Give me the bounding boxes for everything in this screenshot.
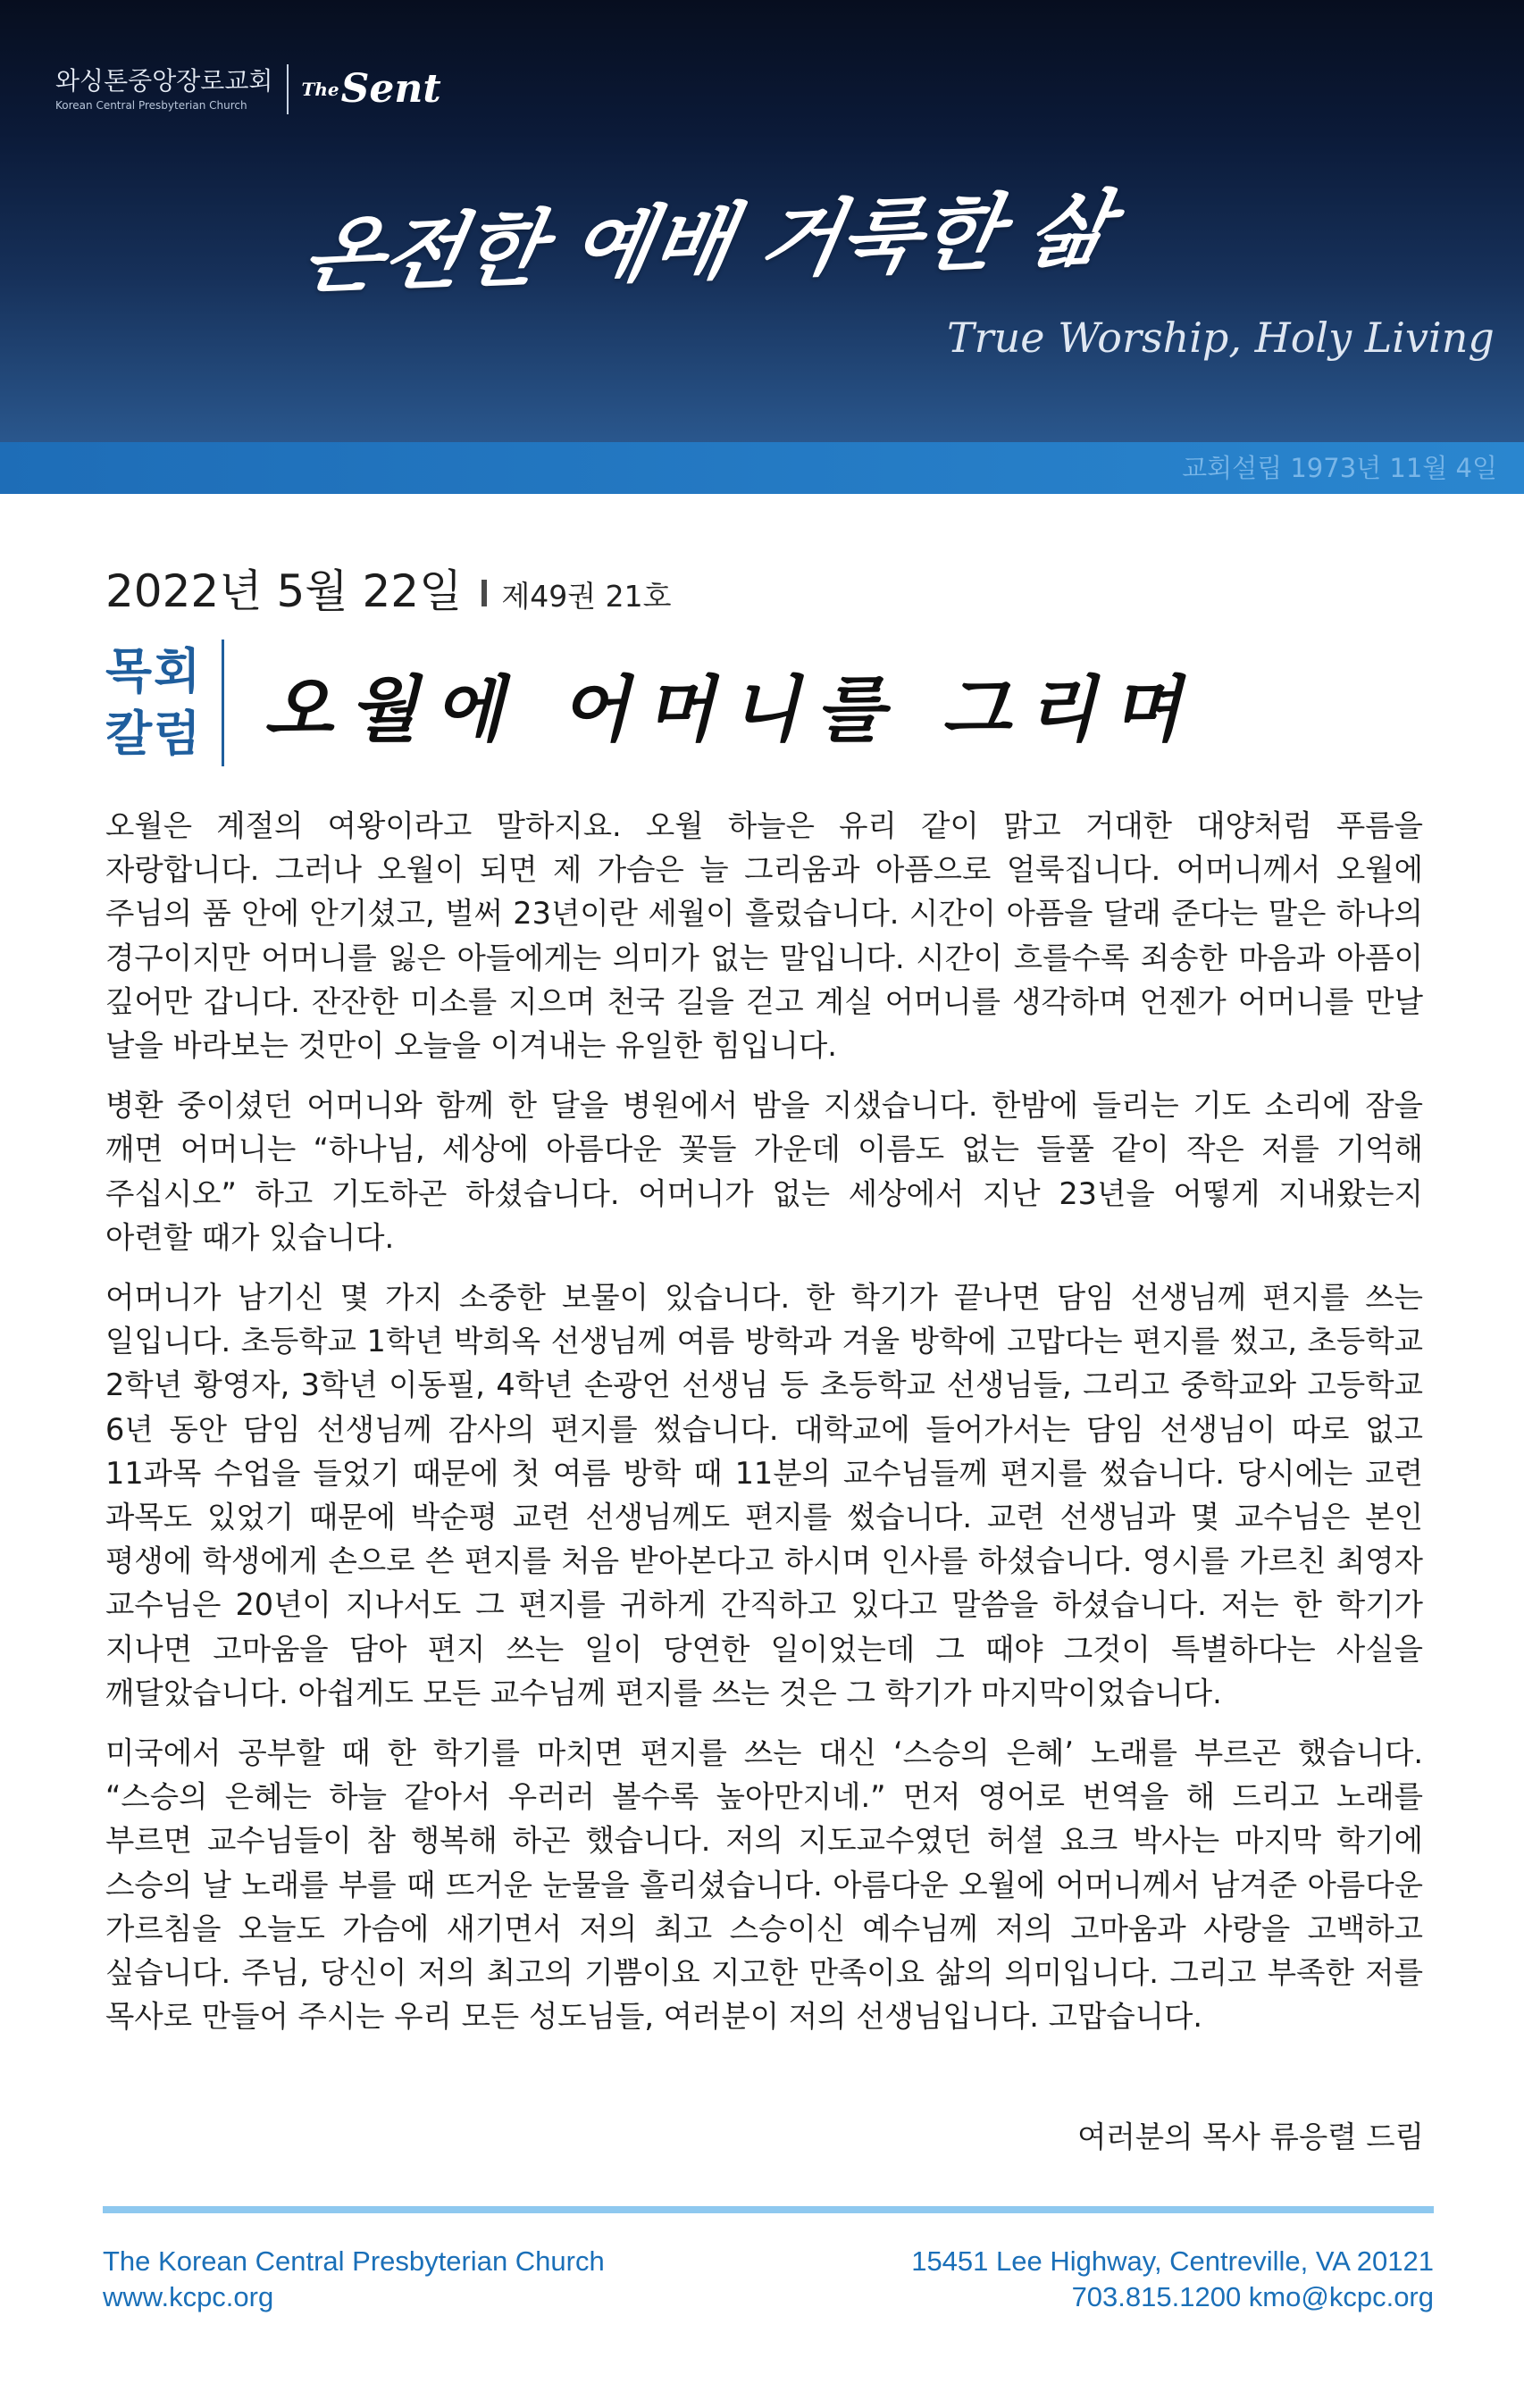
footer-website-link[interactable]: www.kcpc.org — [103, 2281, 274, 2312]
column-title: 오월에 어머니를 그리며 — [264, 666, 1197, 751]
footer-left — [103, 2244, 605, 2315]
church-logo[interactable] — [55, 63, 441, 116]
issue-separator — [481, 580, 487, 606]
issue-info — [105, 556, 672, 617]
footer-church-name: The Korean Central Presbyterian Church — [103, 2245, 605, 2277]
founding-date: 교회설립 1973년 11월 4일 — [1182, 453, 1497, 483]
issue-date: 2022년 5월 22일 — [105, 565, 463, 617]
paragraph: 미국에서 공부할 때 한 학기를 마치면 편지를 쓰는 대신 ‘스승의 은혜’ 노래를 부르곤 했습니다. “스승의 은혜는 하늘 같아서 우러러 볼수록 높아만지네.” 먼저 영어로 번역을 해 드리고 노래를 부르면 교수님들이 참 행복해 하곤 했습니다. 저의 지도교수였던 허셜 요크 박사는 마지막 학기에 스승의 날 노래를 부를 때 뜨거운 눈물을 흘리셨습니다. 아름다운 오월에 어머니께서 남겨준 아름다운 가르침을 오늘도 가슴에 새기면서 저의 최고 스승이신 예수님께 저의 고마움과 사랑을 고백하고 싶습니다. 주님, 당신이 저의 최고의 기쁨이요 지고한 만족이요 삶의 의미입니다. 그리고 부족한 저를 목사로 만들어 주시는 우리 모든 성도님들, 여러분이 저의 선생님입니다. 고맙습니다. — [105, 1735, 1423, 2035]
church-name-korean: 와싱톤중앙장로교회 — [55, 66, 273, 96]
founding-bar — [0, 442, 1524, 494]
footer-right — [911, 2244, 1434, 2315]
article-body — [105, 804, 1423, 2054]
footer — [103, 2244, 1434, 2315]
column-label — [105, 640, 202, 765]
logo-divider — [287, 64, 289, 114]
header-banner — [0, 0, 1524, 442]
church-name-block — [55, 66, 272, 113]
the-sent-logo-word: Sent — [340, 66, 441, 112]
footer-contact[interactable]: 703.815.1200 kmo@kcpc.org — [1071, 2281, 1434, 2312]
footer-address: 15451 Lee Highway, Centreville, VA 20121 — [911, 2245, 1434, 2277]
footer-divider — [103, 2206, 1434, 2213]
the-sent-logo — [301, 64, 440, 114]
motto-korean: 온전한 예배 거룩한 삶 — [295, 180, 1118, 305]
column-heading — [105, 636, 1197, 770]
paragraph: 어머니가 남기신 몇 가지 소중한 보물이 있습니다. 한 학기가 끝나면 담임 선생님께 편지를 쓰는 일입니다. 초등학교 1학년 박희옥 선생님께 여름 방학과 겨울 방학에 고맙다는 편지를 썼고, 초등학교 2학년 황영자, 3학년 이동필, 4학년 손광언 선생님 등 초등학교 선생님들, 그리고 중학교와 고등학교 6년 동안 담임 선생님께 감사의 편지를 썼습니다. 대학교에 들어가서는 담임 선생님이 따로 없고 11과목 수업을 들었기 때문에 첫 여름 방학 때 11분의 교수님들께 편지를 썼습니다. 당시에는 교련 과목도 있었기 때문에 박순평 교련 선생님께도 편지를 썼습니다. 교련 선생님과 몇 교수님은 본인 평생에 학생에게 손으로 쓴 편지를 처음 받아본다고 하시며 인사를 하셨습니다. 영시를 가르친 최영자 교수님은 20년이 지나서도 그 편지를 귀하게 간직하고 있다고 말씀을 하셨습니다. 저는 한 학기가 지나면 고마움을 담아 편지 쓰는 일이 당연한 일이었는데 그 때야 그것이 특별하다는 사실을 깨달았습니다. 아쉽게도 모든 교수님께 편지를 쓰는 것은 그 학기가 마지막이었습니다. — [105, 1280, 1423, 1710]
motto-english: True Worship, Holy Living — [947, 314, 1495, 362]
paragraph: 병환 중이셨던 어머니와 함께 한 달을 병원에서 밤을 지샜습니다. 한밤에 들리는 기도 소리에 잠을 깨면 어머니는 “하나님, 세상에 아름다운 꽃들 가운데 이름도 없는 들풀 같이 작은 저를 기억해 주십시오” 하고 기도하곤 하셨습니다. 어머니가 없는 세상에서 지난 23년을 어떻게 지내왔는지 아련할 때가 있습니다. — [105, 1088, 1423, 1255]
column-label-line2: 칼럼 — [105, 706, 203, 762]
column-label-line1: 목회 — [105, 643, 203, 699]
column-divider — [222, 640, 224, 766]
paragraph: 오월은 계절의 여왕이라고 말하지요. 오월 하늘은 유리 같이 맑고 거대한 대양처럼 푸름을 자랑합니다. 그러나 오월이 되면 제 가슴은 늘 그리움과 아픔으로 얼룩집니다. 어머니께서 오월에 주님의 품 안에 안기셨고, 벌써 23년이란 세월이 흘렀습니다. 시간이 아픔을 달래 준다는 말은 하나의 경구이지만 어머니를 잃은 아들에게는 의미가 없는 말입니다. 시간이 흐를수록 죄송한 마음과 아픔이 깊어만 갑니다. 잔잔한 미소를 지으며 천국 길을 걷고 계실 어머니를 생각하며 언젠가 어머니를 만날 날을 바라보는 것만이 오늘을 이겨내는 유일한 힘입니다. — [105, 808, 1423, 1064]
signature: 여러분의 목사 류응렬 드림 — [1077, 2120, 1424, 2154]
church-name-english: Korean Central Presbyterian Church — [55, 99, 247, 112]
issue-volume: 제49권 21호 — [501, 579, 672, 614]
the-sent-logo-the: The — [301, 79, 339, 100]
